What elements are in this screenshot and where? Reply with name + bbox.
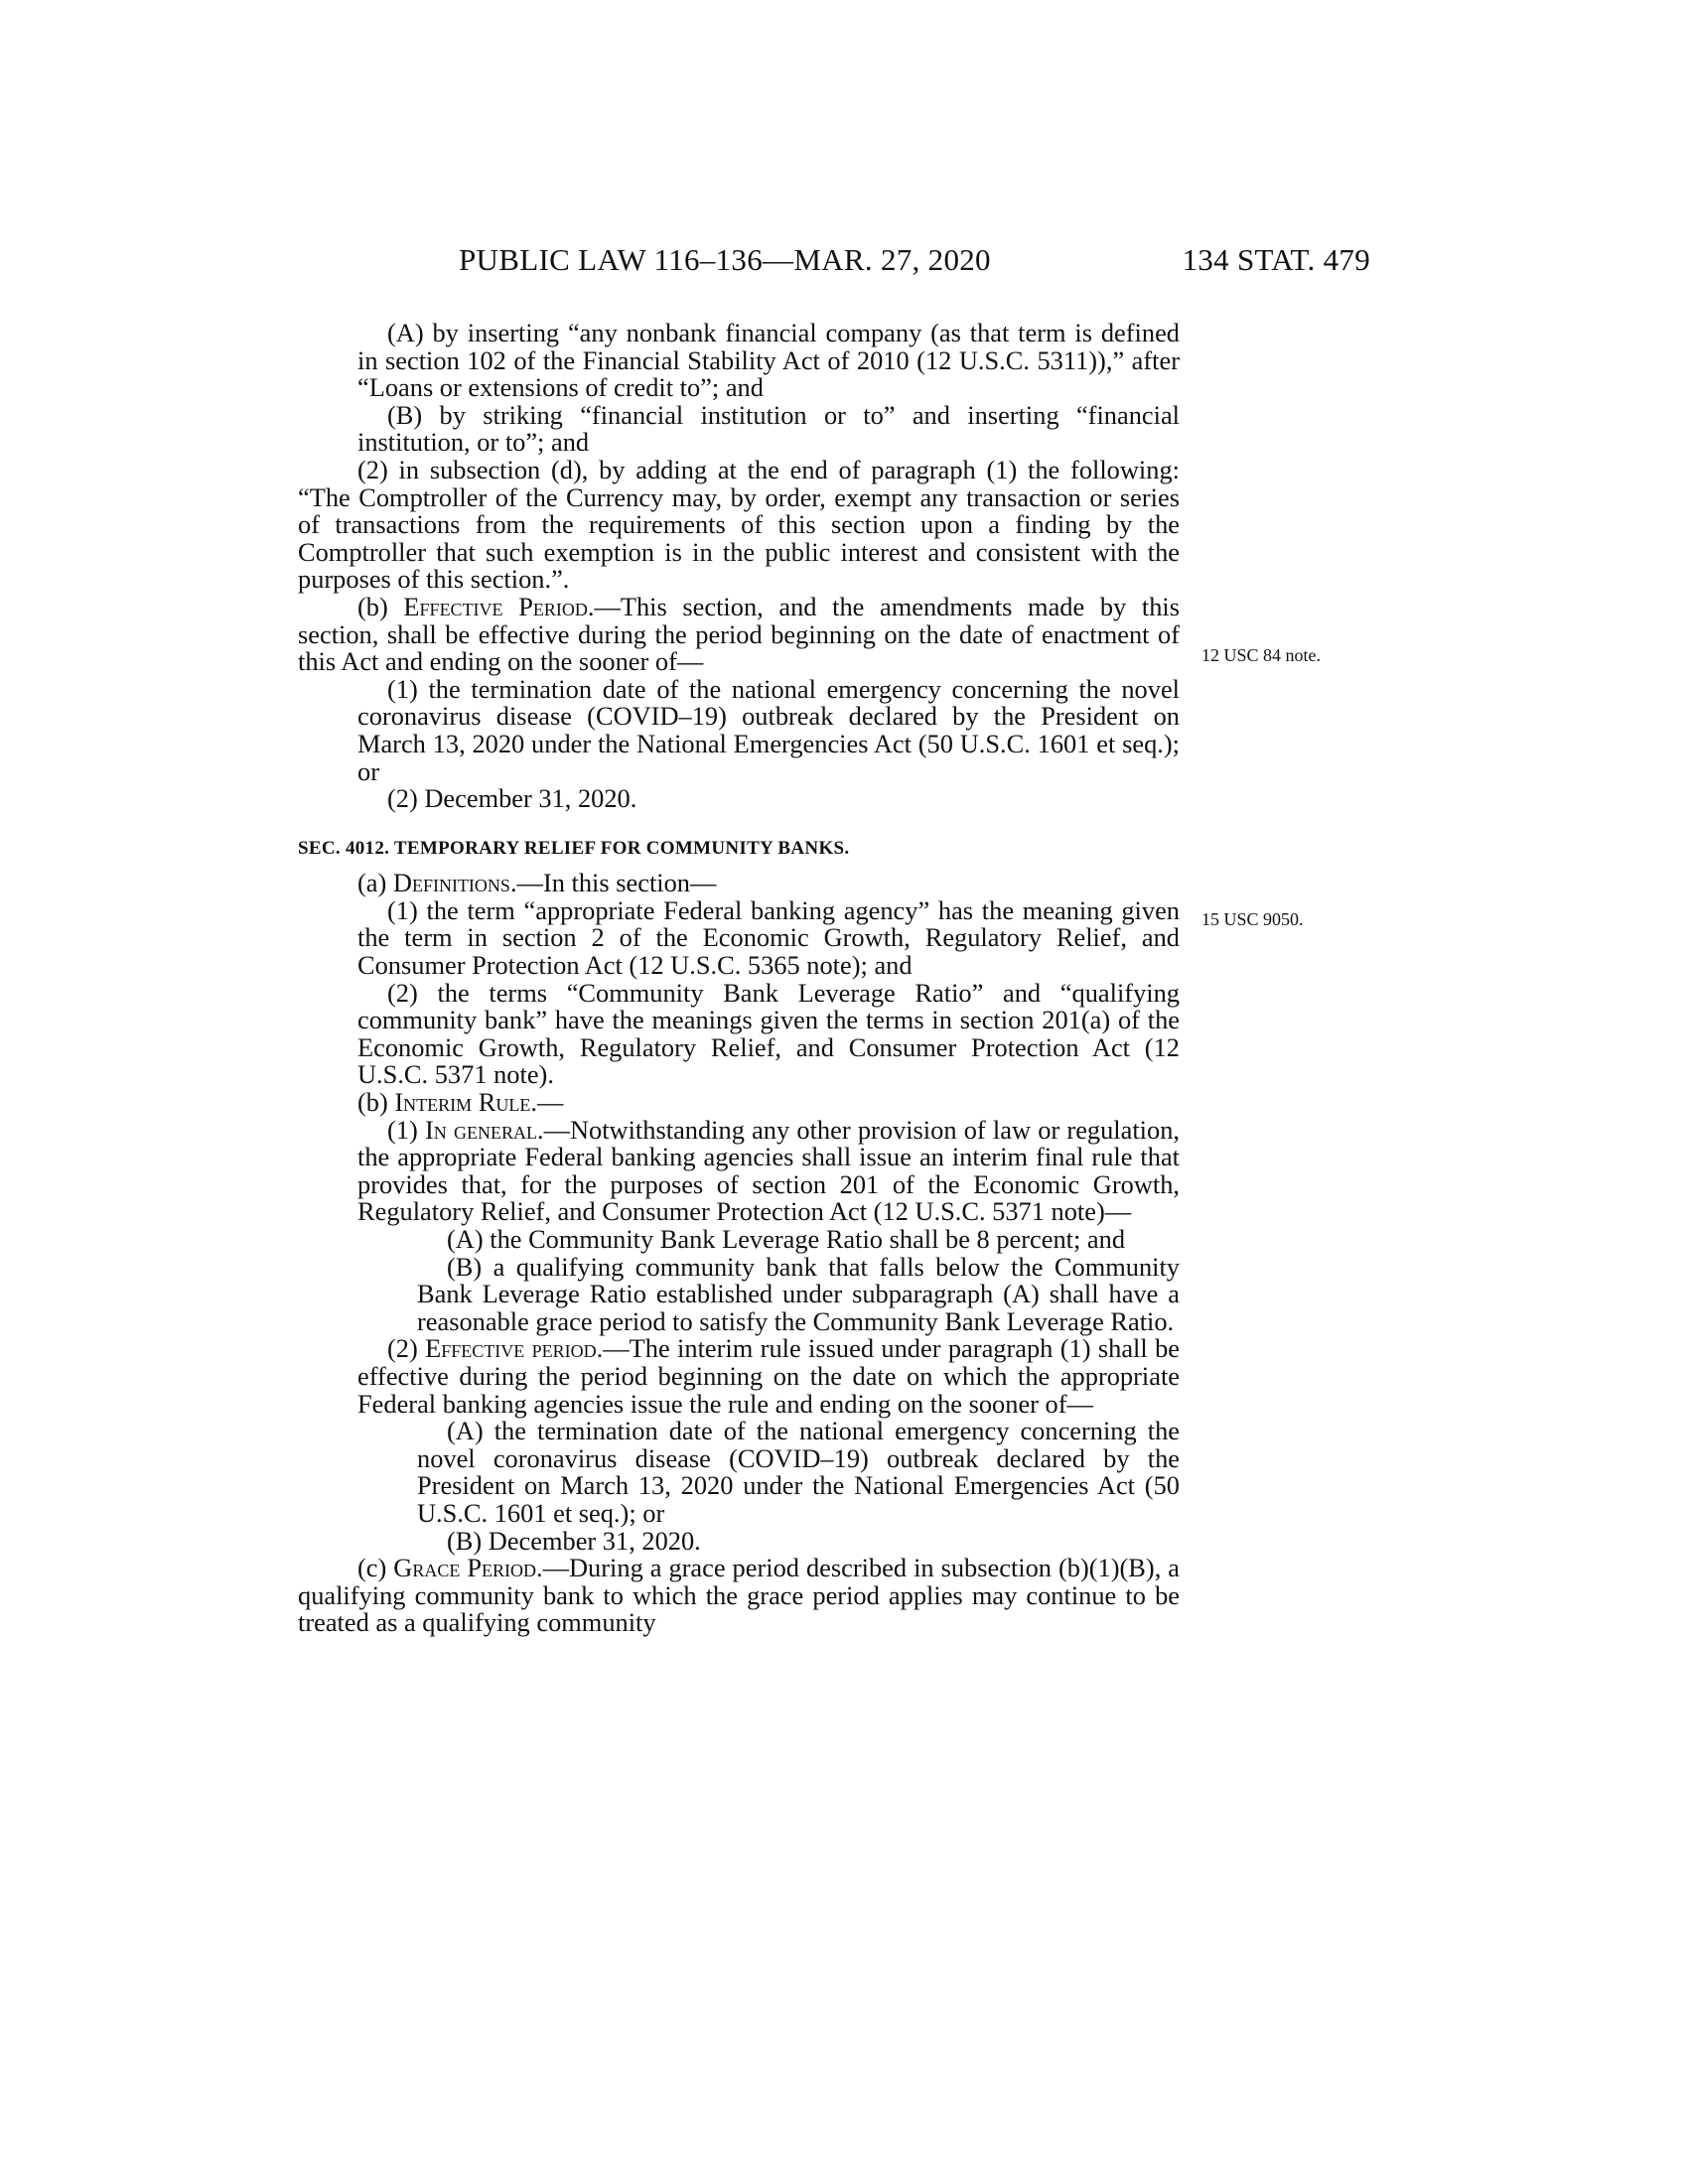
- paragraph-b1: (1) the termination date of the national emergency concerning the novel coronavirus disease (COVID–19) outbreak declared by the President on March 13, 2020 under the National Emergencies Act (50 U.S.C. 1601 et seq.); or: [357, 673, 1180, 786]
- heading-interim-rule: Interim Rule: [394, 1087, 531, 1118]
- document-body: [298, 320, 1180, 1637]
- heading-effective-period-2: Effective period: [425, 1333, 597, 1364]
- paragraph-a1-B: (B) by striking “financial institution or to” and inserting “financial institution, or to”; and: [357, 399, 1180, 458]
- paragraph-def-1: (1) the term “appropriate Federal banking agency” has the meaning given the term in section 2 of the Economic Growth, Regulatory Relief, and Consumer Protection Act (12 U.S.C. 5365 note); and: [357, 894, 1180, 981]
- paragraph-a2: (2) in subsection (d), by adding at the end of paragraph (1) the following: “The Comptroller of the Currency may, by order, exempt any transaction or series of transactions from the requirements of this section upon a finding by the Comptroller that such exemption is in the public interest and consistent with the purposes of this section.”.: [298, 454, 1180, 595]
- heading-in-general: In general: [424, 1114, 537, 1145]
- paragraph-c-grace-period: (c) Grace Period.—During a grace period described in subsection (b)(1)(B), a qualifying community bank to which the grace period applies may continue to be treated as a qualifying community: [298, 1553, 1180, 1638]
- paragraph-interim-2-B: (B) December 31, 2020.: [447, 1525, 701, 1556]
- paragraph-b2: (2) December 31, 2020.: [387, 783, 637, 814]
- paragraph-b-effective-period: (b) Effective Period.—This section, and the amendments made by this section, shall be effective during the period beginning on the date of enactment of this Act and ending on the sooner of—: [298, 591, 1180, 677]
- paragraph-b-interim-rule: (b) Interim Rule.—: [357, 1087, 564, 1118]
- paragraph-a-definitions: (a) Definitions.—In this section—: [357, 868, 717, 898]
- paragraph-interim-1-B: (B) a qualifying community bank that falls below the Community Bank Leverage Ratio established under subparagraph (A) shall have a reasonable grace period to satisfy the Community Bank Leverage Ratio.: [417, 1251, 1180, 1336]
- heading-effective-period: Effective Period: [403, 591, 588, 621]
- paragraph-a1-A: (A) by inserting “any nonbank financial company (as that term is defined in section 102 of the Financial Stability Act of 2010 (12 U.S.C. 5311)),” after “Loans or extensions of credit to”; and: [357, 318, 1180, 403]
- header-title: PUBLIC LAW 116–136—MAR. 27, 2020: [459, 242, 991, 277]
- margin-note-usc-9050: 15 USC 9050.: [1201, 909, 1304, 929]
- heading-definitions: Definitions: [392, 868, 510, 898]
- paragraph-def-2: (2) the terms “Community Bank Leverage Ratio” and “qualifying community bank” have the meanings given the terms in section 201(a) of the Economic Growth, Regulatory Relief, and Consumer Protection Act (12 U.S.C. 5371 note).: [357, 977, 1180, 1090]
- margin-note-usc-84: 12 USC 84 note.: [1201, 645, 1322, 665]
- page-header: [298, 242, 1370, 286]
- paragraph-interim-2-A: (A) the termination date of the national emergency concerning the novel coronavirus disease (COVID–19) outbreak declared by the President on March 13, 2020 under the National Emergencies Act (50 U.S.C. 1601 et seq.); or: [417, 1416, 1180, 1528]
- paragraph-interim-2: (2) Effective period.—The interim rule issued under paragraph (1) shall be effective during the period beginning on the date on which the appropriate Federal banking agencies issue the rule and ending on the sooner of—: [357, 1333, 1181, 1419]
- paragraph-interim-1: (1) In general.—Notwithstanding any other provision of law or regulation, the appropriate Federal banking agencies shall issue an interim final rule that provides that, for the purposes of section 201 of the Economic Growth, Regulatory Relief, and Consumer Protection Act (12 U.S.C. 5371 note)—: [357, 1114, 1181, 1227]
- paragraph-interim-1-A: (A) the Community Bank Leverage Ratio shall be 8 percent; and: [447, 1224, 1126, 1254]
- header-stat-page: 134 STAT. 479: [1182, 242, 1370, 277]
- heading-grace-period: Grace Period: [393, 1553, 537, 1583]
- section-heading-4012: SEC. 4012. TEMPORARY RELIEF FOR COMMUNITY BANKS.: [298, 837, 850, 859]
